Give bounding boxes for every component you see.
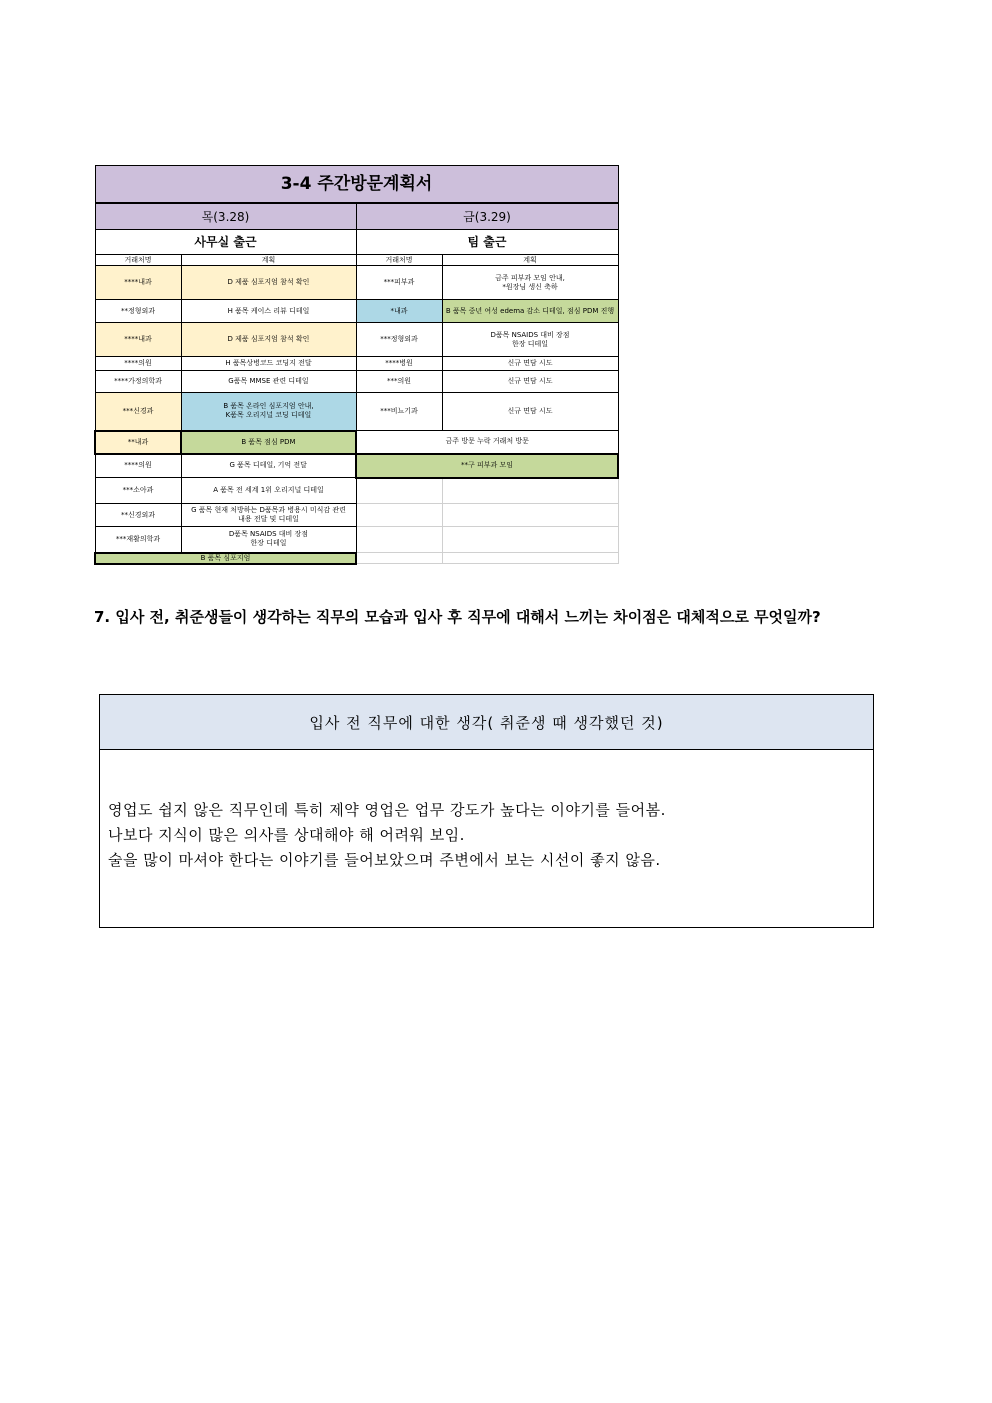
empty-cell: [356, 478, 442, 504]
table-row: [95, 393, 618, 431]
plan-cell: D 제품 심포지엄 참석 확인: [181, 323, 356, 357]
column-header-client: 거래처명: [356, 255, 442, 266]
empty-cell: [356, 527, 442, 553]
client-cell: **정형외과: [95, 300, 181, 323]
table-row: [95, 478, 618, 504]
plan-cell: B 품목 점심 PDM: [181, 431, 356, 454]
client-cell: ***의원: [356, 371, 442, 393]
client-cell: **내과: [95, 431, 181, 454]
table-row: [95, 300, 618, 323]
empty-cell: [442, 504, 618, 527]
table-row: [95, 371, 618, 393]
plan-cell-merged: 금주 방문 누락 거래처 방문: [356, 431, 618, 454]
empty-cell: [356, 553, 442, 564]
footer-cell: B 품목 심포지엄: [95, 553, 356, 564]
client-cell: ***피부과: [356, 266, 442, 300]
location-thursday: 사무실 출근: [95, 230, 356, 255]
client-cell: ***비뇨기과: [356, 393, 442, 431]
plan-cell: G품목 MMSE 관련 디테일: [181, 371, 356, 393]
table-row: [95, 553, 618, 564]
plan-cell: B 품목 중년 여성 edema 감소 디테일, 점심 PDM 진행: [442, 300, 618, 323]
location-friday: 팀 출근: [356, 230, 618, 255]
client-cell: ***신경과: [95, 393, 181, 431]
day-header-friday: 금(3.29): [356, 203, 618, 230]
plan-cell: H 품목 케이스 리뷰 디테일: [181, 300, 356, 323]
plan-cell: B 품목 온라인 심포지엄 안내, K품목 오리지널 코딩 디테일: [181, 393, 356, 431]
plan-cell: 금주 피부과 모임 안내, *원장님 생신 축하: [442, 266, 618, 300]
empty-cell: [442, 553, 618, 564]
plan-cell: 신규 면담 시도: [442, 371, 618, 393]
table-row: [95, 527, 618, 553]
column-header-plan: 계획: [181, 255, 356, 266]
plan-cell: G 품목 현재 처방하는 D품목과 병용시 미식감 관련 내용 전달 및 디테일: [181, 504, 356, 527]
plan-cell: A 품목 전 세계 1위 오리지널 디테일: [181, 478, 356, 504]
empty-cell: [442, 478, 618, 504]
day-header-thursday: 목(3.28): [95, 203, 356, 230]
plan-cell: G 품목 디테일, 기억 전달: [181, 454, 356, 478]
plan-cell: D품목 NSAIDS 대비 장점 한장 디테일: [442, 323, 618, 357]
empty-cell: [442, 527, 618, 553]
table-row: [95, 323, 618, 357]
plan-cell: 신규 면담 시도: [442, 393, 618, 431]
client-cell: *내과: [356, 300, 442, 323]
client-cell: ****내과: [95, 323, 181, 357]
plan-cell: 신규 면담 시도: [442, 357, 618, 371]
plan-cell: D 제품 심포지엄 참석 확인: [181, 266, 356, 300]
table-row: [95, 266, 618, 300]
empty-cell: [356, 504, 442, 527]
answer-body: [100, 750, 873, 873]
client-cell: ***소아과: [95, 478, 181, 504]
plan-cell: H 품목상병코드 코딩지 전달: [181, 357, 356, 371]
answer-line: 술을 많이 마셔야 한다는 이야기를 들어보았으며 주변에서 보는 시선이 좋지 않음.: [108, 851, 661, 869]
answer-line: 영업도 쉽지 않은 직무인데 특히 제약 영업은 업무 강도가 높다는 이야기를 들어봄.: [108, 801, 666, 819]
table-row: [95, 454, 618, 478]
client-cell: **신경외과: [95, 504, 181, 527]
client-cell: ****의원: [95, 454, 181, 478]
answer-header: 입사 전 직무에 대한 생각( 취준생 때 생각했던 것): [100, 695, 873, 750]
client-cell: ***재활의학과: [95, 527, 181, 553]
answer-box: [99, 694, 874, 928]
client-cell: ****병원: [356, 357, 442, 371]
table-row: [95, 431, 618, 454]
answer-line: 나보다 지식이 많은 의사를 상대해야 해 어려워 보임.: [108, 826, 465, 844]
client-cell: ****가정의학과: [95, 371, 181, 393]
table-row: [95, 357, 618, 371]
table-row: [95, 504, 618, 527]
client-cell: ****내과: [95, 266, 181, 300]
plan-cell-merged: **구 피부과 모임: [356, 454, 618, 478]
column-header-plan: 계획: [442, 255, 618, 266]
client-cell: ****의원: [95, 357, 181, 371]
plan-cell: D품목 NSAIDS 대비 장점 한장 디테일: [181, 527, 356, 553]
table-title: 3-4 주간방문계획서: [95, 166, 618, 204]
column-header-client: 거래처명: [95, 255, 181, 266]
question-text: 7. 입사 전, 취준생들이 생각하는 직무의 모습과 입사 후 직무에 대해서 느끼는 차이점은 대체적으로 무엇일까?: [94, 608, 821, 626]
weekly-visit-plan-table: [94, 165, 617, 565]
client-cell: ***정형외과: [356, 323, 442, 357]
